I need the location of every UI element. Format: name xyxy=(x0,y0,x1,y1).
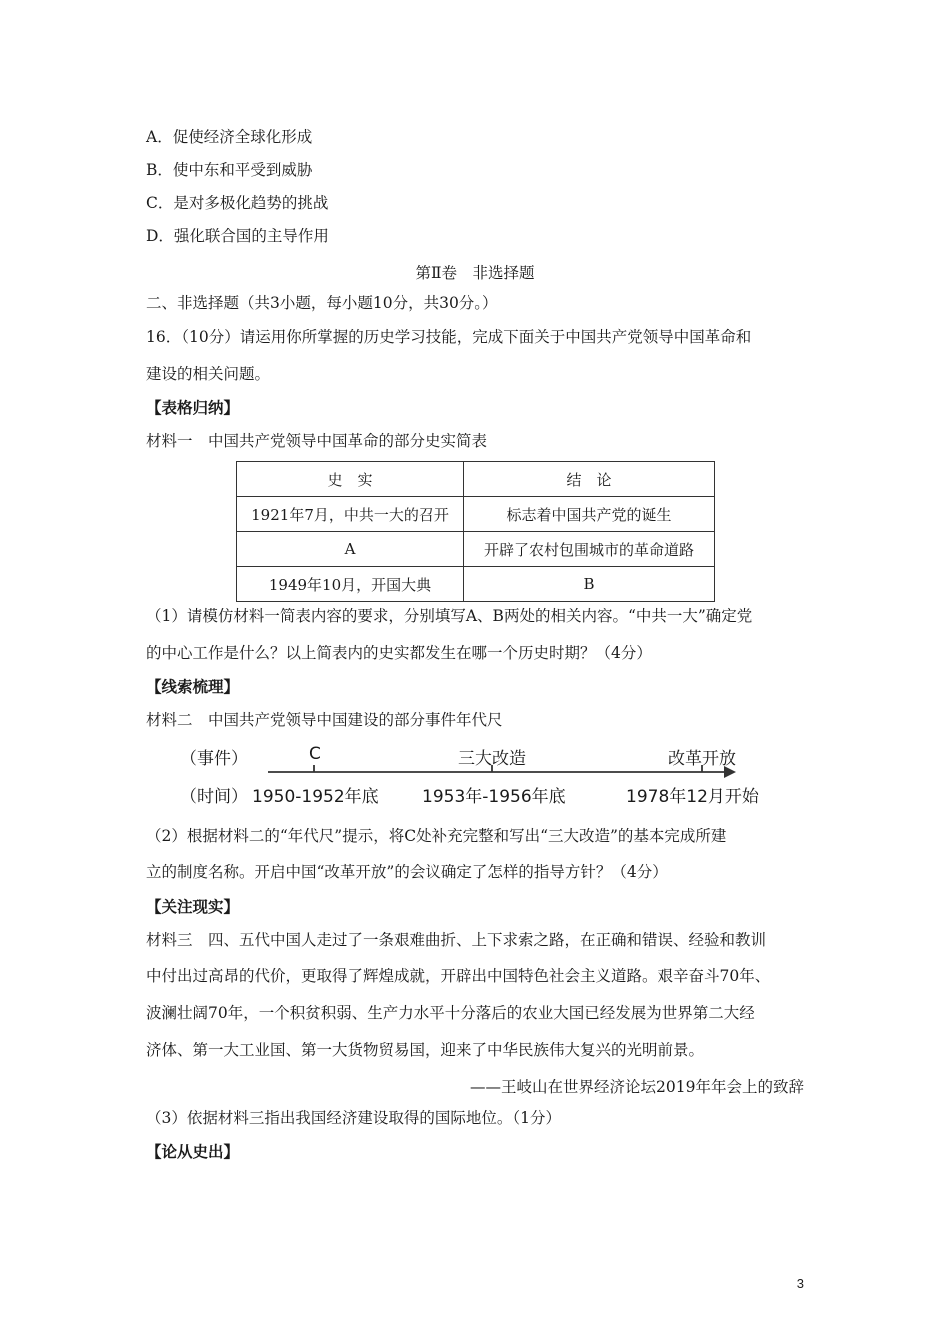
heading-focus-reality: 【关注现实】 xyxy=(146,897,240,916)
table-row xyxy=(237,567,715,602)
table-row xyxy=(237,532,715,567)
section-title: 第Ⅱ卷 非选择题 xyxy=(415,264,535,282)
question-1-line2: 的中心工作是什么？以上简表内的史实都发生在哪一个历史时期？（4分） xyxy=(146,644,652,662)
heading-clue-sorting: 【线索梳理】 xyxy=(146,677,240,696)
heading-table-summary: 【表格归纳】 xyxy=(146,398,240,417)
timeline-time-1: 1950-1952年底 xyxy=(252,787,379,807)
table-header-row xyxy=(237,462,715,497)
table-cell: 1949年10月，开国大典 xyxy=(237,567,464,602)
timeline-time-label: （时间） xyxy=(180,787,248,807)
heading-history-argument: 【论从史出】 xyxy=(146,1142,240,1161)
option-b: B．使中东和平受到威胁 xyxy=(146,161,313,179)
timeline-event-reform-opening: 改革开放 xyxy=(668,749,736,769)
table-cell: A xyxy=(237,532,464,567)
table-cell: 开辟了农村包围城市的革命道路 xyxy=(464,532,715,567)
material-three-source: ——王岐山在世界经济论坛2019年年会上的致辞 xyxy=(470,1078,804,1096)
table-header: 结 论 xyxy=(464,462,715,497)
timeline-ruler xyxy=(160,738,780,808)
question-16-line1: 16．（10分）请运用你所掌握的历史学习技能，完成下面关于中国共产党领导中国革命和 xyxy=(146,328,752,346)
timeline-event-c: C xyxy=(309,744,321,764)
option-d: D．强化联合国的主导作用 xyxy=(146,227,329,245)
table-cell: 1921年7月，中共一大的召开 xyxy=(237,497,464,532)
table-cell: 标志着中国共产党的诞生 xyxy=(464,497,715,532)
table-cell: B xyxy=(464,567,715,602)
material-three-line3: 波澜壮阔70年，一个积贫积弱、生产力水平十分落后的农业大国已经发展为世界第二大经 xyxy=(146,1004,755,1022)
page-number: 3 xyxy=(796,1276,804,1291)
table-header: 史 实 xyxy=(237,462,464,497)
question-2-line2: 立的制度名称。开启中国“改革开放”的会议确定了怎样的指导方针？（4分） xyxy=(146,863,668,881)
material-three-line4: 济体、第一大工业国、第一大货物贸易国，迎来了中华民族伟大复兴的光明前景。 xyxy=(146,1041,705,1059)
option-c: C．是对多极化趋势的挑战 xyxy=(146,194,329,212)
material-three-line2: 中付出过高昂的代价，更取得了辉煌成就，开辟出中国特色社会主义道路。艰辛奋斗70年、 xyxy=(146,967,771,985)
timeline-time-3: 1978年12月开始 xyxy=(626,787,759,807)
material-three-line1: 材料三 四、五代中国人走过了一条艰难曲折、上下求索之路，在正确和错误、经验和教训 xyxy=(146,931,767,949)
table-row xyxy=(237,497,715,532)
question-1-line1: （1）请模仿材料一简表内容的要求，分别填写A、B两处的相关内容。“中共一大”确定党 xyxy=(146,607,753,625)
timeline-event-three-transformations: 三大改造 xyxy=(458,749,526,769)
timeline-time-2: 1953年-1956年底 xyxy=(422,787,566,807)
section-instruction: 二、非选择题（共3小题，每小题10分，共30分。） xyxy=(146,294,498,312)
question-16-line2: 建设的相关问题。 xyxy=(146,365,271,383)
material-two-caption: 材料二 中国共产党领导中国建设的部分事件年代尺 xyxy=(146,711,503,729)
timeline-event-label: （事件） xyxy=(180,749,248,769)
history-facts-table xyxy=(236,461,715,602)
question-3: （3）依据材料三指出我国经济建设取得的国际地位。（1分） xyxy=(146,1109,561,1127)
material-one-caption: 材料一 中国共产党领导中国革命的部分史实简表 xyxy=(146,432,488,450)
question-2-line1: （2）根据材料二的“年代尺”提示，将C处补充完整和写出“三大改造”的基本完成所建 xyxy=(146,827,727,845)
option-a: A．促使经济全球化形成 xyxy=(146,128,313,146)
